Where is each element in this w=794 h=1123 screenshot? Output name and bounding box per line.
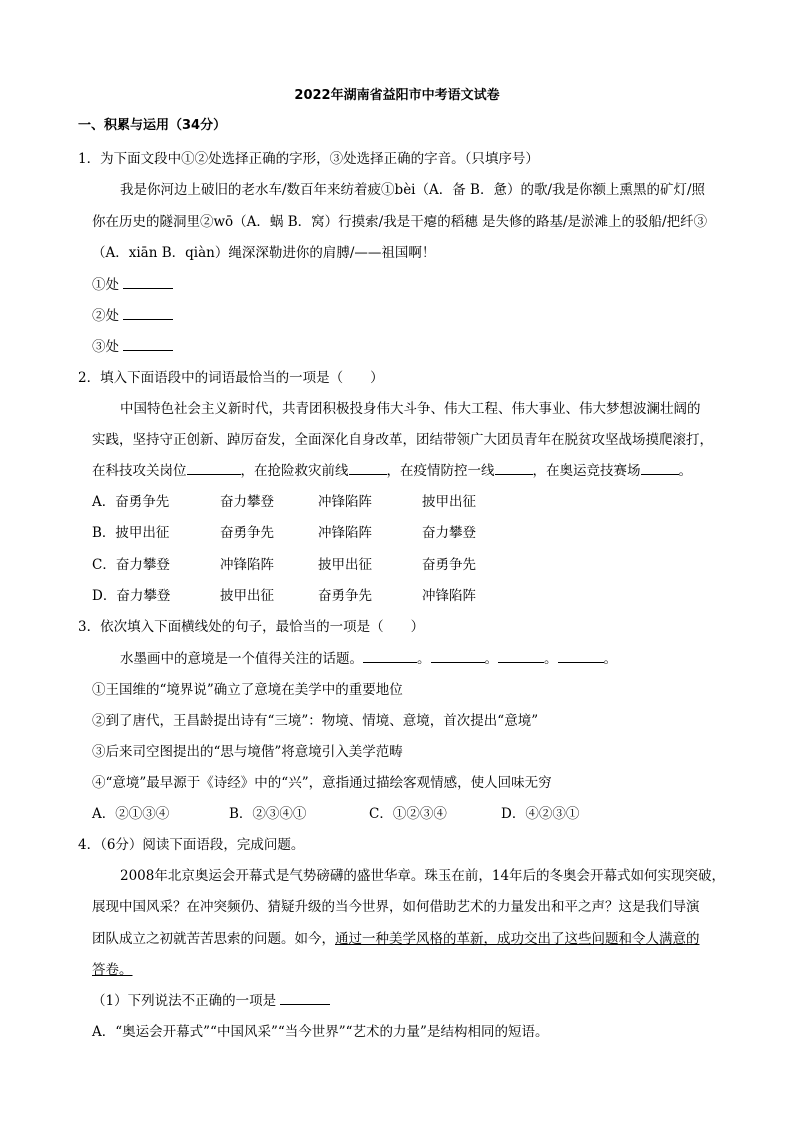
answer-blank[interactable] [641, 462, 679, 475]
answer-label: ③处 [92, 339, 119, 355]
passage-text: 团队成立之初就苦苦思索的问题。如今， [92, 931, 335, 947]
question-2-stem: 2．填入下面语段中的词语最恰当的一项是（ ） [78, 370, 384, 386]
answer-blank[interactable] [123, 338, 173, 351]
question-1-passage-line: 你在历史的隧洞里②wō（A．蜗 B．窝）行摸索/我是干瘪的稻穗 是失修的路基/是淤滩上的驳船/把纤③ [92, 214, 708, 230]
underlined-text: 通过一种美学风格的革新，成功交出了这些问题和令人满意的 [335, 931, 700, 947]
passage-text: 在科技攻关岗位 [92, 463, 187, 479]
answer-blank[interactable] [187, 462, 241, 475]
option-c-4: 奋勇争先 [422, 557, 476, 573]
section-heading: 一、积累与运用（34分） [78, 118, 227, 133]
option-b-3: 冲锋陷阵 [318, 525, 372, 541]
question-2-passage-line: 中国特色社会主义新时代，共青团积极投身伟大斗争、伟大工程、伟大事业、伟大梦想波澜壮阔的 [120, 401, 701, 417]
passage-text: ，在奥运竞技赛场 [532, 463, 641, 479]
option-b-2: 奋勇争先 [220, 525, 274, 541]
passage-text: 水墨画中的意境是一个值得关注的话题。 [120, 651, 363, 667]
question-4-passage-line: 展现中国风采？在冲突频仍、猜疑升级的当今世界，如何借助艺术的力量发出和平之声？这是我们导演 [92, 899, 700, 915]
answer-blank[interactable] [558, 650, 604, 663]
passage-text: 。 [417, 651, 431, 667]
sub-question-1 [92, 989, 330, 1009]
passage-text: ，在疫情防控一线 [386, 463, 495, 479]
passage-text: 。 [678, 463, 692, 479]
answer-blank[interactable] [431, 650, 485, 663]
option-b-1[interactable]: B．披甲出征 [92, 525, 170, 541]
option-d-4: 冲锋陷阵 [422, 588, 476, 604]
answer-3 [92, 335, 173, 355]
answer-blank[interactable] [498, 650, 544, 663]
option-a-3: 冲锋陷阵 [318, 494, 372, 510]
option-c-1[interactable]: C．奋力攀登 [92, 557, 170, 573]
option-a-4: 披甲出征 [422, 494, 476, 510]
option-a-2: 奋力攀登 [220, 494, 274, 510]
answer-label: ②处 [92, 308, 119, 324]
answer-blank[interactable] [363, 650, 417, 663]
question-2-passage-line [92, 459, 692, 479]
question-3-stem: 3．依次填入下面横线处的句子，最恰当的一项是（ ） [78, 619, 425, 635]
option-d-1[interactable]: D．奋力攀登 [92, 588, 171, 604]
passage-text: 。 [603, 651, 617, 667]
passage-text: ，在抢险救灾前线 [240, 463, 349, 479]
option-d-3: 奋勇争先 [318, 588, 372, 604]
question-1-passage-line: （A．xiān B．qiàn）绳深深勒进你的肩膊/——祖国啊！ [92, 245, 436, 261]
page-title: 2022年湖南省益阳市中考语文试卷 [294, 88, 500, 103]
option-d[interactable]: D．④②③① [501, 806, 580, 822]
question-4-passage-line: 2008年北京奥运会开幕式是气势磅礴的盛世华章。珠玉在前，14年后的冬奥会开幕式如何实现突破， [120, 868, 726, 884]
answer-2 [92, 304, 173, 324]
answer-blank[interactable] [280, 992, 330, 1005]
question-4-stem: 4．（6分）阅读下面语段，完成问题。 [78, 837, 305, 853]
passage-text: 。 [544, 651, 558, 667]
sentence-1: ①王国维的“境界说”确立了意境在美学中的重要地位 [92, 682, 403, 698]
sub-question-text: （1）下列说法不正确的一项是 [92, 993, 277, 1009]
option-d-2: 披甲出征 [220, 588, 274, 604]
option-c-3: 披甲出征 [318, 557, 372, 573]
option-a[interactable]: A．“奥运会开幕式”“中国风采”“当今世界”“艺术的力量”是结构相同的短语。 [92, 1024, 549, 1040]
question-3-passage-line [120, 647, 617, 667]
sentence-2: ②到了唐代，王昌龄提出诗有“三境”：物境、情境、意境，首次提出“意境” [92, 713, 539, 729]
option-a[interactable]: A．②①③④ [92, 806, 170, 822]
answer-label: ①处 [92, 277, 119, 293]
underlined-text: 答卷。 [92, 962, 133, 978]
option-b-4: 奋力攀登 [422, 525, 476, 541]
question-4-passage-line [92, 927, 700, 947]
answer-blank[interactable] [123, 307, 173, 320]
answer-blank[interactable] [349, 462, 387, 475]
option-a-1[interactable]: A．奋勇争先 [92, 494, 170, 510]
answer-1 [92, 273, 173, 293]
option-c-2: 冲锋陷阵 [220, 557, 274, 573]
option-c[interactable]: C．①②③④ [369, 806, 447, 822]
sentence-3: ③后来司空图提出的“思与境偕”将意境引入美学范畴 [92, 744, 403, 760]
option-b[interactable]: B．②③④① [229, 806, 307, 822]
answer-blank[interactable] [123, 276, 173, 289]
question-1-stem: 1．为下面文段中①②处选择正确的字形，③处选择正确的字音。（只填序号） [78, 151, 539, 167]
question-1-passage-line: 我是你河边上破旧的老水车/数百年来纺着疲①bèi（A．备 B．惫）的歌/我是你额上熏黑的矿灯/照 [120, 182, 706, 198]
answer-blank[interactable] [495, 462, 533, 475]
sentence-4: ④“意境”最早源于《诗经》中的“兴”，意指通过描绘客观情感，使人回味无穷 [92, 775, 552, 791]
question-2-passage-line: 实践，坚持守正创新、踔厉奋发，全面深化自身改革，团结带领广大团员青年在脱贫攻坚战场摸爬滚打， [92, 432, 713, 448]
passage-text: 。 [484, 651, 498, 667]
